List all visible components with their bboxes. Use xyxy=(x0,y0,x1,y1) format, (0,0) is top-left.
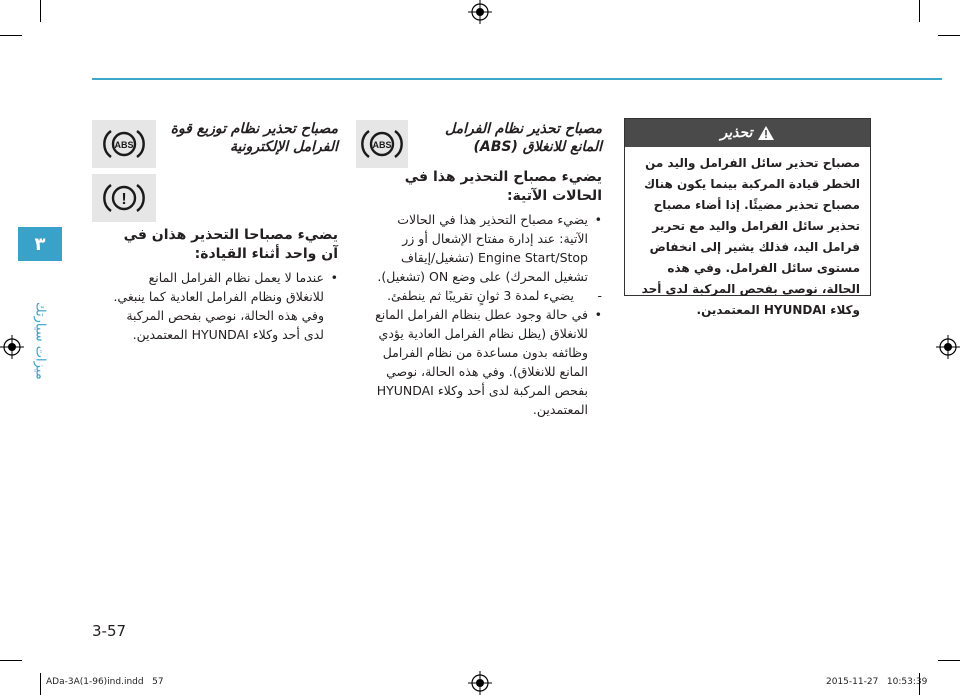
abs-section xyxy=(370,120,602,419)
warning-triangle-icon xyxy=(758,126,774,140)
crop-mark xyxy=(40,0,41,22)
registration-mark-icon xyxy=(936,335,960,359)
registration-mark-icon xyxy=(468,671,492,695)
chapter-title-text: ميزات سيارتك xyxy=(32,302,48,380)
footer-date: 2015-11-27 10:53:39 xyxy=(826,677,928,687)
abs-subitem: - يضيء لمدة 3 ثوانٍ تقريبًا ثم ينطفئ. xyxy=(370,286,602,305)
abs-heading-line1: مصباح تحذير نظام الفرامل xyxy=(445,121,602,137)
registration-mark-icon xyxy=(468,0,492,24)
header-rule xyxy=(92,78,942,80)
crop-mark xyxy=(919,0,920,22)
crop-mark xyxy=(0,35,22,36)
crop-mark xyxy=(0,660,22,661)
chapter-tab xyxy=(18,227,62,261)
ebd-section-head xyxy=(162,120,338,156)
abs-warning-icon xyxy=(102,127,146,161)
brake-icon-label: ! xyxy=(121,191,127,208)
ebd-subheading-line1: يضيء مصباحا التحذير هذان في xyxy=(123,227,338,243)
abs-subheading-line1: يضيء مصباح التحذير هذا في xyxy=(404,169,602,185)
brake-warning-icon xyxy=(102,181,146,215)
crop-mark xyxy=(40,673,41,695)
crop-mark xyxy=(938,660,960,661)
warning-text: مصباح تحذير سائل الفرامل واليد من الخطر قيادة المركبة بينما يكون هناك مصباح تحذير مضيئًا. إذا أضاء مصباح تحذير سائل الفرامل واليد مع تحرير فرامل اليد، فذلك يشير إلى انخفاض مستوى سائل الفرامل. وفي هذه الحالة، نوصي بفحص المركبة لدى أحد وكلاء HYUNDAI المعتمدين. xyxy=(641,156,860,317)
abs-item-list xyxy=(370,210,602,419)
page-number: 3-57 xyxy=(92,622,127,640)
ebd-item: • عندما لا يعمل نظام الفرامل المانع للانغلاق ونظام الفرامل العادية كما ينبغي. وفي هذه الحالة، نوصي بفحص المركبة لدى أحد وكلاء HYUNDAI المعتمدين. xyxy=(110,268,338,344)
ebd-item-list xyxy=(110,268,338,344)
ebd-heading-line2: الفرامل الإلكترونية xyxy=(229,139,338,155)
abs-item: • يضيء مصباح التحذير هذا في الحالات الآتية: عند إدارة مفتاح الإشعال أو زر Engine Start/Stop (تشغيل/إيقاف تشغيل المحرك) على وضع ON (تشغيل). xyxy=(370,210,602,286)
warning-header xyxy=(625,119,870,147)
abs-icon-label: ABS xyxy=(372,140,392,150)
ebd-icon-box-abs xyxy=(92,120,156,168)
chapter-number: ٣ xyxy=(34,233,46,255)
footer-file: ADa-3A(1-96)ind.indd 57 xyxy=(46,677,164,687)
abs-subheading-line2: الحالات الآتية: xyxy=(506,188,602,204)
warning-title: تحذير xyxy=(720,125,753,141)
ebd-section-body xyxy=(110,226,338,344)
ebd-abs-icon-label: ABS xyxy=(114,140,134,150)
abs-item: • في حالة وجود عطل بنظام الفرامل المانع للانغلاق (يظل نظام الفرامل العادية يؤدي وظائفه بدون مساعدة من نظام الفرامل المانع للانغلاق). وفي هذه الحالة، نوصي بفحص المركبة لدى أحد وكلاء HYUNDAI المعتمدين. xyxy=(370,305,602,419)
ebd-icon-box-brake xyxy=(92,174,156,222)
ebd-heading-line1: مصباح تحذير نظام توزيع قوة xyxy=(170,121,338,137)
crop-mark xyxy=(938,35,960,36)
chapter-title xyxy=(18,266,62,416)
warning-box xyxy=(624,118,871,317)
abs-heading-line2: المانع للانغلاق (ABS) xyxy=(473,139,602,155)
ebd-subheading-line2: آن واحد أثناء القيادة: xyxy=(194,246,338,262)
